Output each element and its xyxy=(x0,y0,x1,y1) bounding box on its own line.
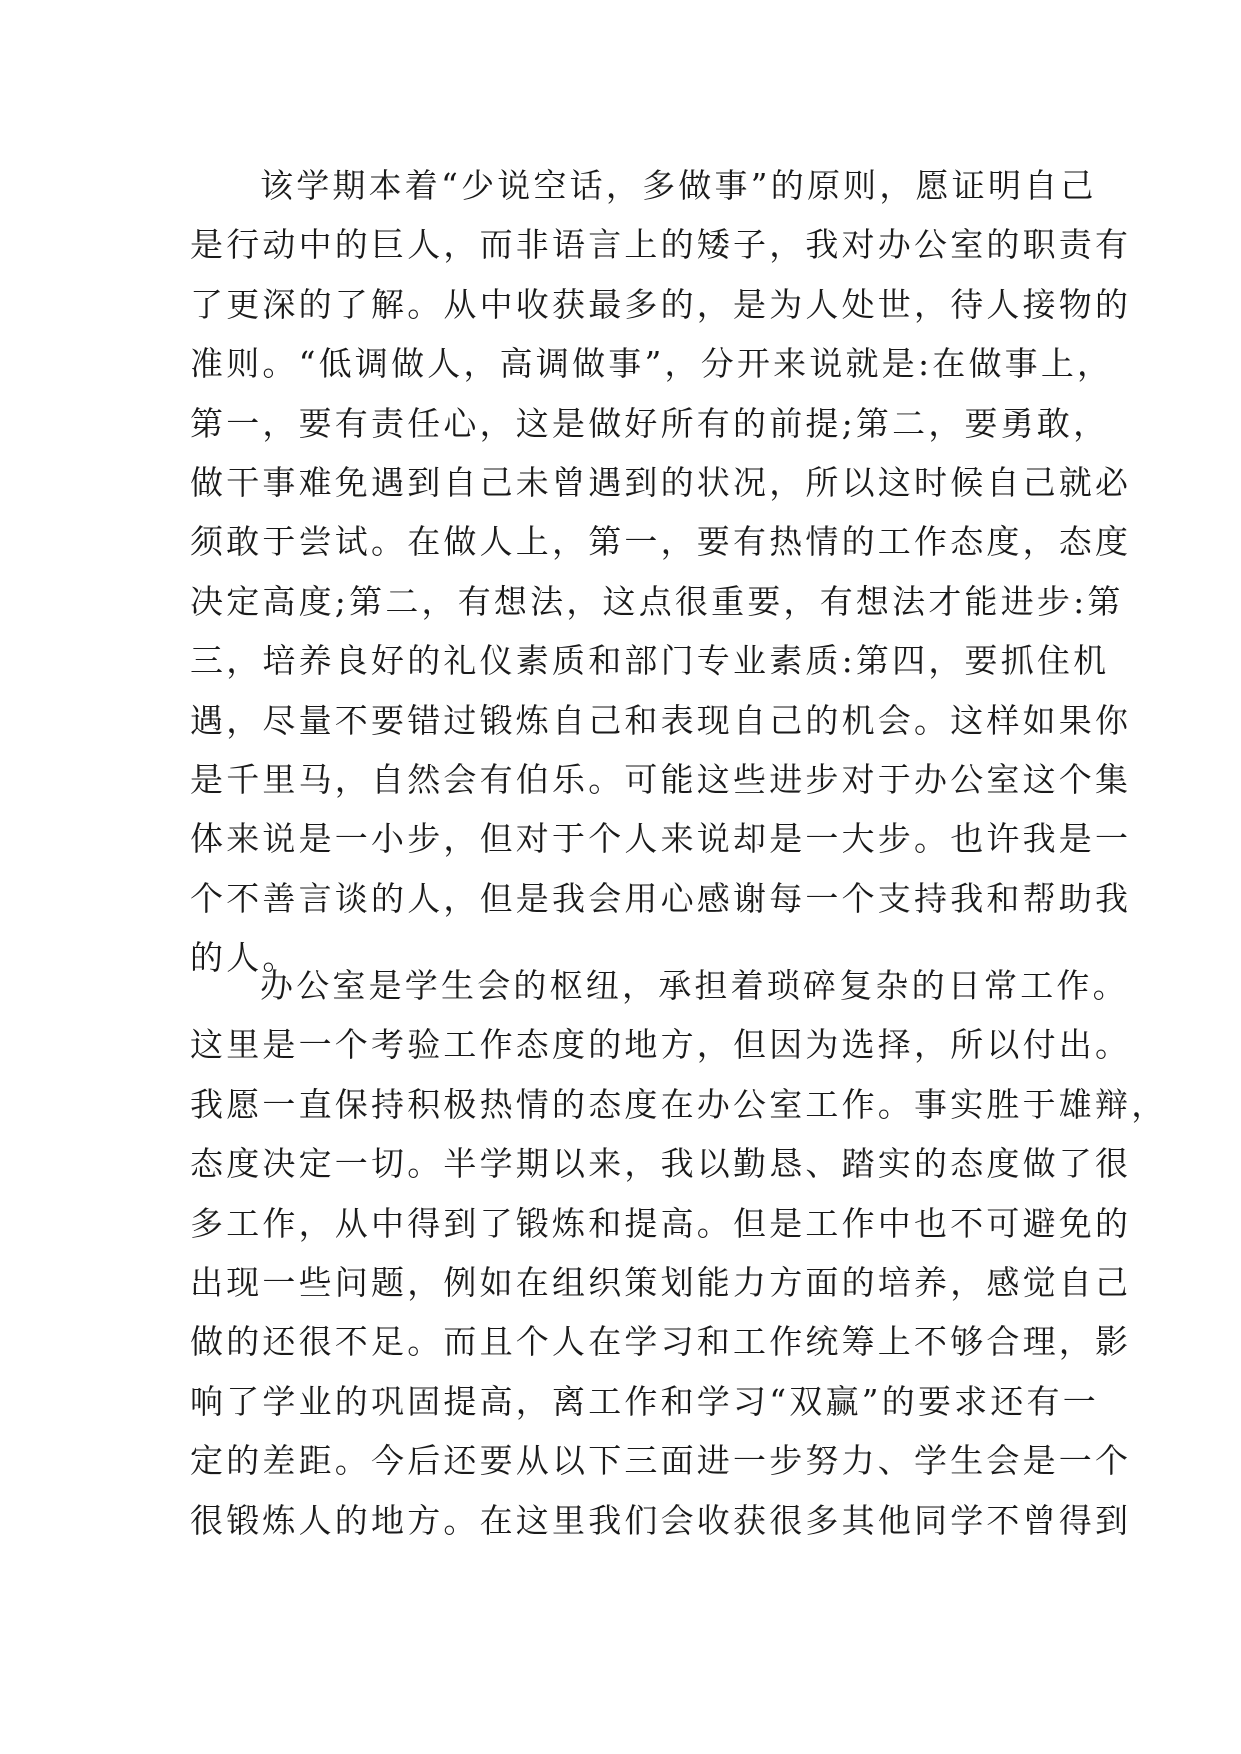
paragraph-1 xyxy=(190,156,1132,988)
paragraph-line: 三，培养良好的礼仪素质和部门专业素质:第四，要抓住机 xyxy=(190,641,1110,681)
paragraph-line: 出现一些问题，例如在组织策划能力方面的培养，感觉自己 xyxy=(190,1263,1132,1303)
paragraph-line: 很锻炼人的地方。在这里我们会收获很多其他同学不曾得到 xyxy=(190,1500,1132,1540)
paragraph-line: 的人。 xyxy=(190,938,299,978)
paragraph-line: 遇，尽量不要错过锻炼自己和表现自己的机会。这样如果你 xyxy=(190,700,1132,740)
paragraph-line: 多工作，从中得到了锻炼和提高。但是工作中也不可避免的 xyxy=(190,1203,1132,1243)
paragraph-line: 做的还很不足。而且个人在学习和工作统筹上不够合理，影 xyxy=(190,1322,1132,1362)
paragraph-line: 态度决定一切。半学期以来，我以勤恳、踏实的态度做了很 xyxy=(190,1144,1132,1184)
paragraph-2 xyxy=(190,956,1168,1550)
paragraph-line: 是行动中的巨人，而非语言上的矮子，我对办公室的职责有 xyxy=(190,225,1132,265)
paragraph-line: 须敢于尝试。在做人上，第一，要有热情的工作态度，态度 xyxy=(190,522,1132,562)
paragraph-line: 定的差距。今后还要从以下三面进一步努力、学生会是一个 xyxy=(190,1441,1132,1481)
paragraph-line: 办公室是学生会的枢纽，承担着琐碎复杂的日常工作。 xyxy=(260,966,1129,1005)
paragraph-line: 体来说是一小步，但对于个人来说却是一大步。也许我是一 xyxy=(190,819,1132,859)
paragraph-line: 做干事难免遇到自己未曾遇到的状况，所以这时候自己就必 xyxy=(190,463,1132,503)
paragraph-line: 决定高度;第二，有想法，这点很重要，有想法才能进步:第 xyxy=(190,581,1124,621)
paragraph-line: 个不善言谈的人，但是我会用心感谢每一个支持我和帮助我 xyxy=(190,878,1132,918)
paragraph-line: 是千里马，自然会有伯乐。可能这些进步对于办公室这个集 xyxy=(190,760,1132,800)
paragraph-line: 该学期本着“少说空话，多做事”的原则，愿证明自己 xyxy=(260,166,1097,205)
paragraph-line: 第一，要有责任心，这是做好所有的前提;第二，要勇敢， xyxy=(190,403,1110,443)
paragraph-line: 响了学业的巩固提高，离工作和学习“双赢”的要求还有一 xyxy=(190,1381,1099,1421)
paragraph-line: 准则。“低调做人，高调做事”，分开来说就是:在做事上， xyxy=(190,344,1114,384)
paragraph-line: 了更深的了解。从中收获最多的，是为人处世，待人接物的 xyxy=(190,284,1132,324)
paragraph-line: 我愿一直保持积极热情的态度在办公室工作。事实胜于雄辩， xyxy=(190,1084,1168,1124)
paragraph-line: 这里是一个考验工作态度的地方，但因为选择，所以付出。 xyxy=(190,1025,1132,1065)
